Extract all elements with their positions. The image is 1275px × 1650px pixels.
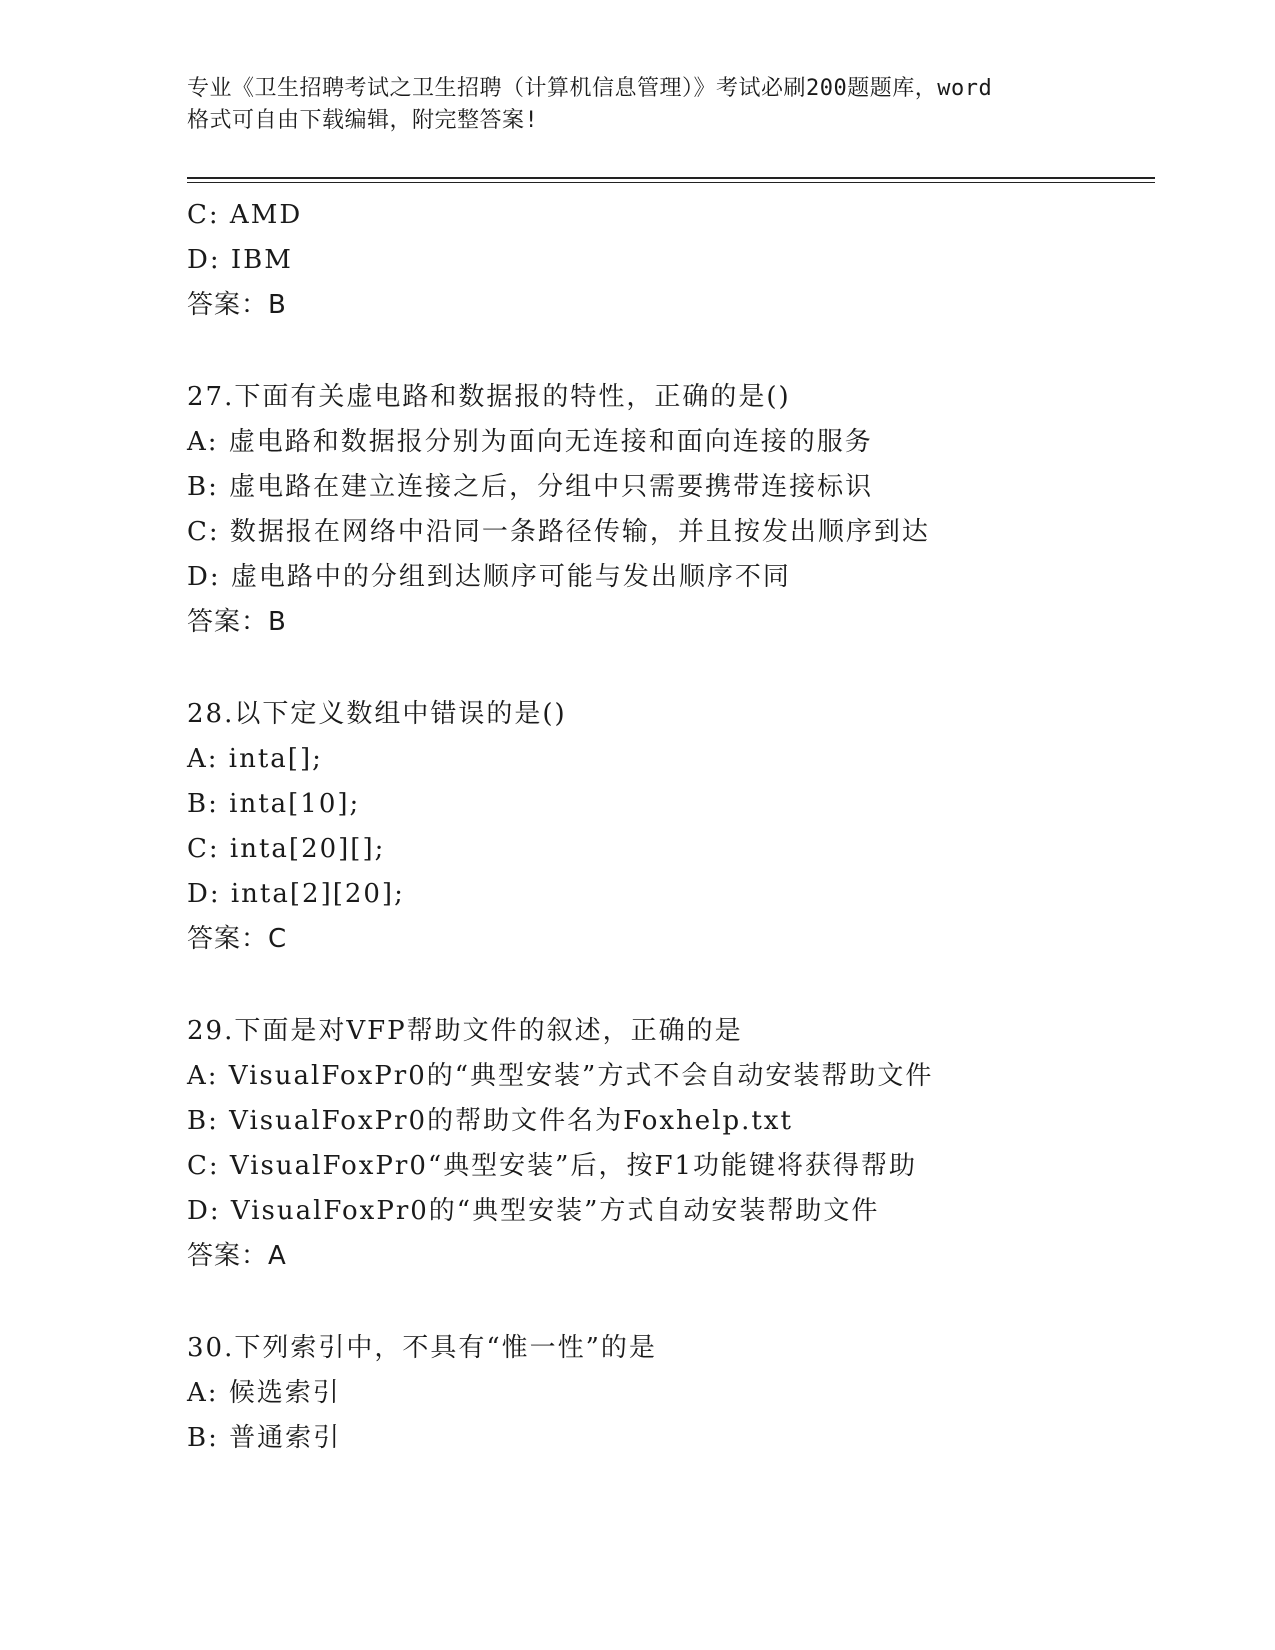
- question-29: [187, 1009, 1187, 1279]
- option-c: C: 数据报在网络中沿同一条路径传输，并且按发出顺序到达: [187, 517, 930, 547]
- option-b: B: VisualFoxPr0的帮助文件名为Foxhelp.txt: [187, 1106, 793, 1136]
- question-26-partial: [187, 193, 1187, 328]
- option-a: A: 候选索引: [187, 1378, 341, 1408]
- question-stem: 27.下面有关虚电路和数据报的特性，正确的是(): [187, 382, 791, 412]
- header-line-2: 格式可自由下载编辑，附完整答案!: [187, 108, 539, 133]
- option-b: B: 虚电路在建立连接之后，分组中只需要携带连接标识: [187, 472, 874, 502]
- header-divider-thin: [187, 182, 1155, 183]
- option-d: D: inta[2][20];: [187, 879, 405, 909]
- header-line-1: 专业《卫生招聘考试之卫生招聘（计算机信息管理）》考试必刷200题题库，word: [187, 76, 993, 101]
- document-header: [187, 73, 1087, 137]
- question-27: [187, 375, 1187, 645]
- question-stem: 30.下列索引中，不具有“惟一性”的是: [187, 1333, 657, 1363]
- option-c: C: VisualFoxPr0“典型安装”后，按F1功能键将获得帮助: [187, 1151, 918, 1181]
- option-a: A: inta[];: [187, 744, 323, 774]
- header-divider-thick: [187, 177, 1155, 179]
- option-a: A: VisualFoxPr0的“典型安装”方式不会自动安装帮助文件: [187, 1061, 934, 1091]
- option-d: D: 虚电路中的分组到达顺序可能与发出顺序不同: [187, 562, 791, 592]
- option-c: C: inta[20][];: [187, 834, 386, 864]
- option-b: B: 普通索引: [187, 1423, 342, 1453]
- option-d: D: IBM: [187, 245, 293, 275]
- option-d: D: VisualFoxPr0的“典型安装”方式自动安装帮助文件: [187, 1196, 880, 1226]
- option-b: B: inta[10];: [187, 789, 361, 819]
- answer-line: 答案：B: [187, 290, 287, 320]
- option-a: A: 虚电路和数据报分别为面向无连接和面向连接的服务: [187, 427, 873, 457]
- document-body: [187, 193, 1187, 1461]
- answer-line: 答案：B: [187, 607, 287, 637]
- option-c: C: AMD: [187, 200, 303, 230]
- question-stem: 29.下面是对VFP帮助文件的叙述，正确的是: [187, 1016, 743, 1046]
- answer-line: 答案：C: [187, 924, 288, 954]
- question-stem: 28.以下定义数组中错误的是(): [187, 699, 567, 729]
- question-30: [187, 1326, 1187, 1461]
- answer-line: 答案：A: [187, 1241, 287, 1271]
- question-28: [187, 692, 1187, 962]
